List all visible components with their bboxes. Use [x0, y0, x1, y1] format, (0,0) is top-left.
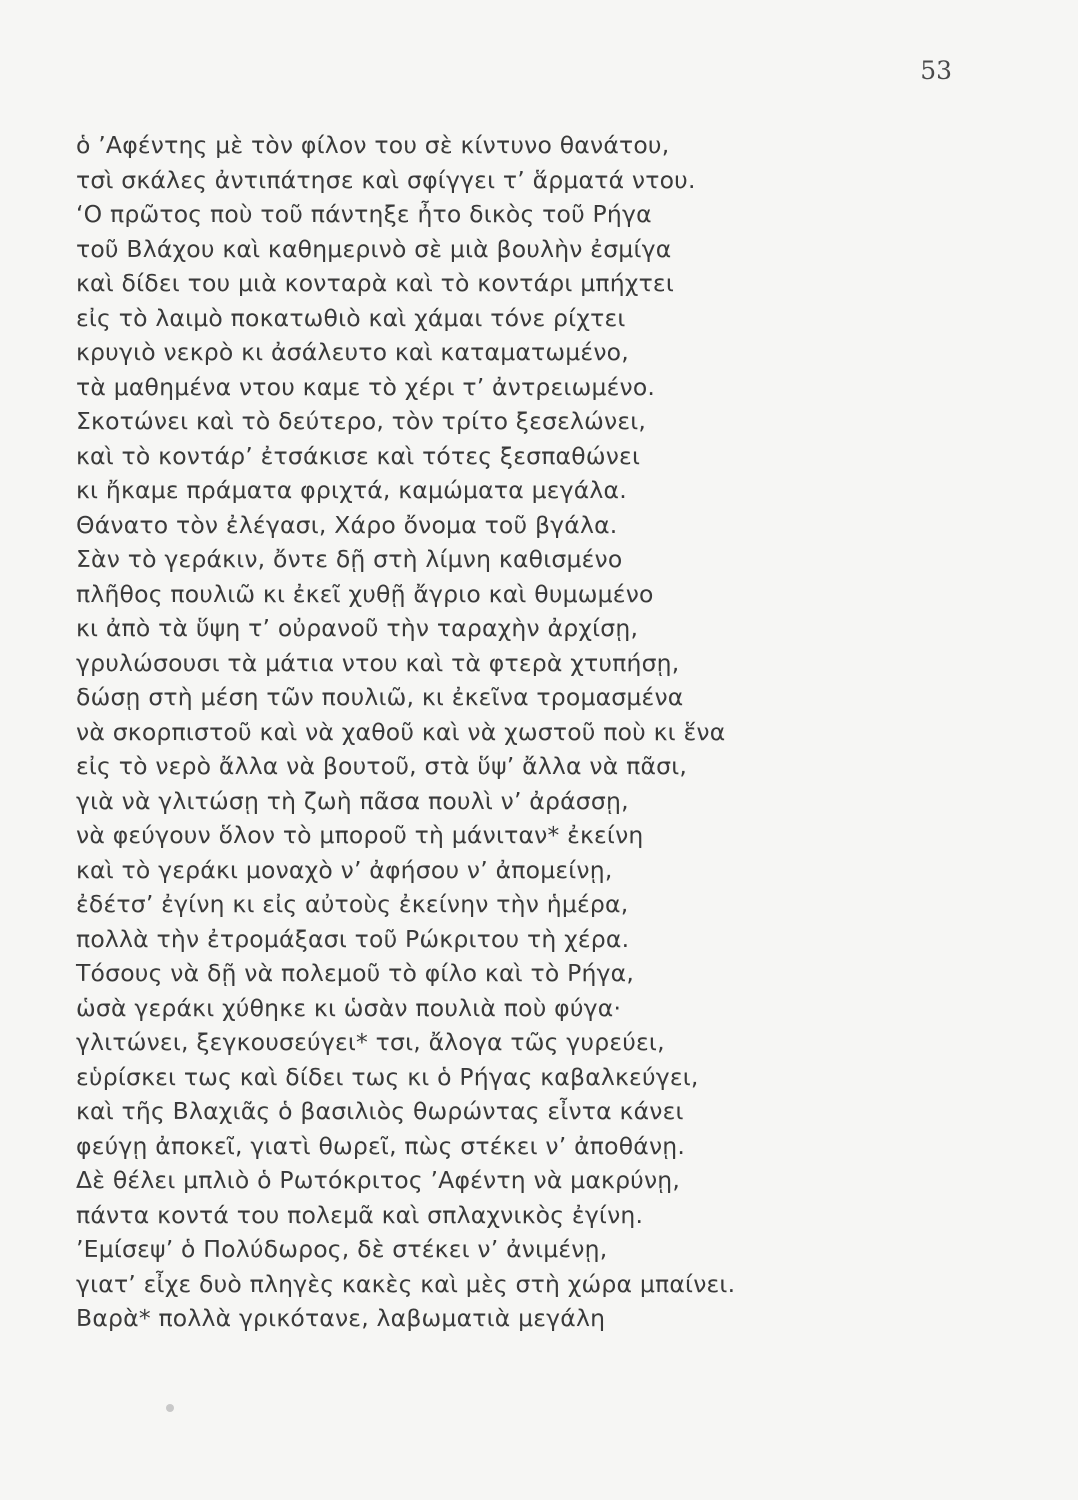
- verse-line: πολλὰ τὴν ἐτρομάξασι τοῦ Ρώκριτου τὴ χέρα.: [76, 924, 630, 953]
- verse-line: κι ἀπὸ τὰ ὕψη τ’ οὐρανοῦ τὴν ταραχὴν ἀρχίσῃ,: [76, 614, 639, 642]
- verse-line: δώσῃ στὴ μέση τῶν πουλιῶ, κι ἐκεῖνα τρομασμένα: [76, 683, 684, 711]
- verse-line: Σκοτώνει καὶ τὸ δεύτερο, τὸν τρίτο ξεσελώνει,: [76, 407, 647, 435]
- verse-line: ὡσὰ γεράκι χύθηκε κι ὡσὰν πουλιὰ ποὺ φύγα·: [76, 993, 622, 1022]
- verse-line: πλῆθος πουλιῶ κι ἐκεῖ χυθῇ ἄγριο καὶ θυμωμένο: [76, 579, 654, 608]
- verse-line: καὶ τῆς Βλαχιᾶς ὁ βασιλιὸς θωρώντας εἶντα κάνει: [76, 1097, 684, 1125]
- verse-line: τοῦ Βλάχου καὶ καθημερινὸ σὲ μιὰ βουλὴν ἐσμίγα: [76, 234, 672, 263]
- verse-line: εὑρίσκει τως καὶ δίδει τως κι ὁ Ρήγας καβαλκεύγει,: [76, 1062, 699, 1091]
- verse-line: ὁ ’Αφέντης μὲ τὸν φίλον του σὲ κίντυνο θανάτου,: [76, 131, 670, 159]
- verse-line: Τόσους νὰ δῇ νὰ πολεμοῦ τὸ φίλο καὶ τὸ Ρήγα,: [76, 959, 635, 987]
- poem-text: [76, 128, 1036, 1336]
- verse-line: τὰ μαθημένα ντου καμε τὸ χέρι τ’ ἀντρειωμένο.: [76, 372, 656, 401]
- verse-line: νὰ φεύγουν ὅλον τὸ μποροῦ τὴ μάνιταν* ἐκείνη: [76, 821, 644, 849]
- verse-line: εἰς τὸ λαιμὸ ποκατωθιὸ καὶ χάμαι τόνε ρίχτει: [76, 303, 626, 332]
- verse-line: ‘Ο πρῶτος ποὺ τοῦ πάντηξε ἦτο δικὸς τοῦ Ρήγα: [76, 200, 652, 228]
- verse-line: γιὰ νὰ γλιτώσῃ τὴ ζωὴ πᾶσα πουλὶ ν’ ἀράσσῃ,: [76, 786, 629, 815]
- verse-line: κι ἤκαμε πράματα φριχτά, καμώματα μεγάλα.: [76, 476, 627, 504]
- verse-line: νὰ σκορπιστοῦ καὶ νὰ χαθοῦ καὶ νὰ χωστοῦ ποὺ κι ἕνα: [76, 717, 726, 746]
- verse-line: Δὲ θέλει μπλιὸ ὁ Ρωτόκριτος ’Αφέντη νὰ μακρύνῃ,: [76, 1166, 681, 1194]
- ink-smudge: [166, 1404, 174, 1412]
- page-number: 53: [920, 56, 952, 85]
- verse-line: τσὶ σκάλες ἀντιπάτησε καὶ σφίγγει τ’ ἅρματά ντου.: [76, 165, 696, 194]
- verse-line: γρυλώσουσι τὰ μάτια ντου καὶ τὰ φτερὰ χτυπήσῃ,: [76, 648, 680, 677]
- verse-line: καὶ δίδει του μιὰ κονταρὰ καὶ τὸ κοντάρι μπήχτει: [76, 269, 674, 297]
- verse-line: γλιτώνει, ξεγκουσεύγει* τσι, ἄλογα τῶς γυρεύει,: [76, 1028, 665, 1056]
- verse-line: ’Εμίσεψ’ ὁ Πολύδωρος, δὲ στέκει ν’ ἀνιμένῃ,: [76, 1235, 608, 1263]
- verse-line: καὶ τὸ κοντάρ’ ἐτσάκισε καὶ τότες ξεσπαθώνει: [76, 441, 641, 470]
- verse-line: πάντα κοντά του πολεμᾶ καὶ σπλαχνικὸς ἐγίνη.: [76, 1200, 644, 1229]
- verse-line: γιατ’ εἶχε δυὸ πληγὲς κακὲς καὶ μὲς στὴ χώρα μπαίνει.: [76, 1269, 736, 1298]
- verse-line: κρυγιὸ νεκρὸ κι ἀσάλευτο καὶ καταματωμένο,: [76, 338, 629, 366]
- verse-line: Σὰν τὸ γεράκιν, ὄντε δῇ στὴ λίμνη καθισμένο: [76, 545, 623, 573]
- verse-line: ἐδέτσ’ ἐγίνη κι εἰς αὐτοὺς ἐκείνην τὴν ἡμέρα,: [76, 890, 629, 918]
- verse-line: Βαρὰ* πολλὰ γρικότανε, λαβωματιὰ μεγάλη: [76, 1304, 606, 1332]
- verse-line: καὶ τὸ γεράκι μοναχὸ ν’ ἀφήσου ν’ ἀπομείνῃ,: [76, 855, 613, 884]
- verse-line: εἰς τὸ νερὸ ἄλλα νὰ βουτοῦ, στὰ ὕψ’ ἄλλα νὰ πᾶσι,: [76, 752, 688, 780]
- verse-line: φεύγῃ ἀποκεῖ, γιατὶ θωρεῖ, πὼς στέκει ν’ ἀποθάνῃ.: [76, 1131, 686, 1160]
- verse-line: Θάνατο τὸν ἐλέγασι, Χάρο ὄνομα τοῦ βγάλα.: [76, 510, 618, 539]
